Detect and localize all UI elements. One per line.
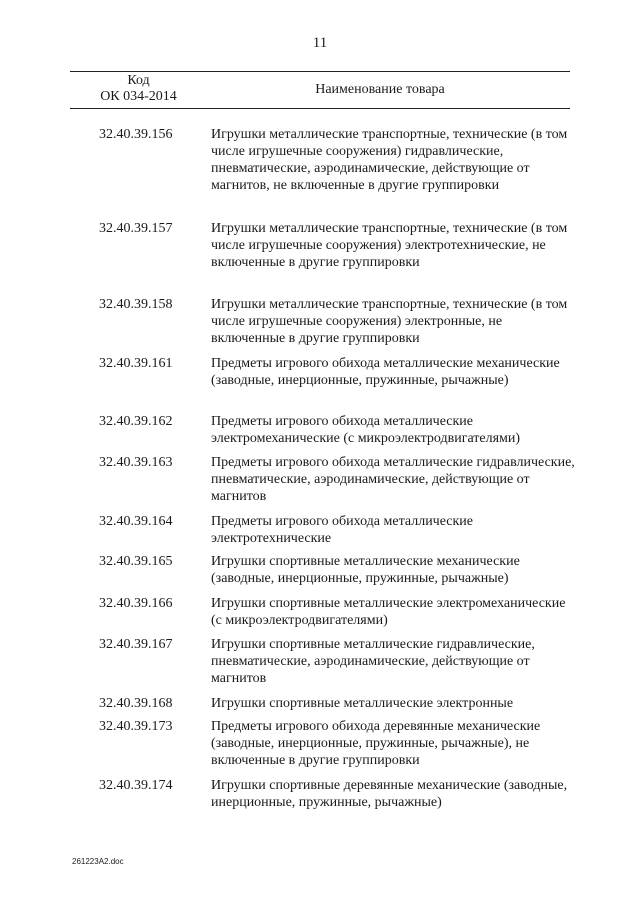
row-code: 32.40.39.165 xyxy=(99,554,173,569)
row-code: 32.40.39.164 xyxy=(99,514,173,529)
row-name: Игрушки металлические транспортные, технические (в том числе игрушечные сооружения) электронные, не включенные в другие группировки xyxy=(211,297,568,346)
row-code: 32.40.39.173 xyxy=(99,719,173,734)
row-name: Предметы игрового обихода деревянные механические (заводные, инерционные, пружинные, рычажные), не включенные в другие группировки xyxy=(211,719,541,768)
row-name: Игрушки спортивные металлические электронные xyxy=(211,696,514,711)
page-number: 11 xyxy=(312,35,328,51)
row-name: Предметы игрового обихода металлические электротехнические xyxy=(211,514,474,546)
row-name: Игрушки спортивные металлические электромеханические (с микроэлектродвигателями) xyxy=(211,596,566,628)
header-name-column: Наименование товара xyxy=(315,82,445,97)
row-code: 32.40.39.162 xyxy=(99,414,173,429)
row-code: 32.40.39.174 xyxy=(99,778,173,793)
row-name: Игрушки спортивные металлические гидравлические, пневматические, аэродинамические, действующие от магнитов xyxy=(211,637,535,686)
row-name: Игрушки спортивные деревянные механические (заводные, инерционные, пружинные, рычажные) xyxy=(211,778,568,810)
row-code: 32.40.39.157 xyxy=(99,221,173,236)
row-code: 32.40.39.158 xyxy=(99,297,173,312)
row-name: Предметы игрового обихода металлические электромеханические (с микроэлектродвигателями) xyxy=(211,414,521,446)
row-name: Игрушки металлические транспортные, технические (в том числе игрушечные сооружения) гидравлические, пневматические, аэродинамические, действующие от магнитов, не включенные в другие группировки xyxy=(211,127,568,193)
row-code: 32.40.39.163 xyxy=(99,455,173,470)
row-name: Игрушки металлические транспортные, технические (в том числе игрушечные сооружения) электротехнические, не включенные в другие группировки xyxy=(211,221,568,270)
row-name: Предметы игрового обихода металлические механические (заводные, инерционные, пружинные, рычажные) xyxy=(211,356,560,388)
row-code: 32.40.39.166 xyxy=(99,596,173,611)
row-name: Игрушки спортивные металлические механические (заводные, инерционные, пружинные, рычажные) xyxy=(211,554,520,586)
row-code: 32.40.39.167 xyxy=(99,637,173,652)
row-code: 32.40.39.168 xyxy=(99,696,173,711)
header-code-title: Код xyxy=(127,73,150,88)
row-code: 32.40.39.161 xyxy=(99,356,173,371)
row-code: 32.40.39.156 xyxy=(99,127,173,142)
document-filename: 261223A2.doc xyxy=(72,857,124,866)
header-code-classifier: ОК 034-2014 xyxy=(100,89,177,104)
row-name: Предметы игрового обихода металлические гидравлические, пневматические, аэродинамические, действующие от магнитов xyxy=(211,455,575,504)
